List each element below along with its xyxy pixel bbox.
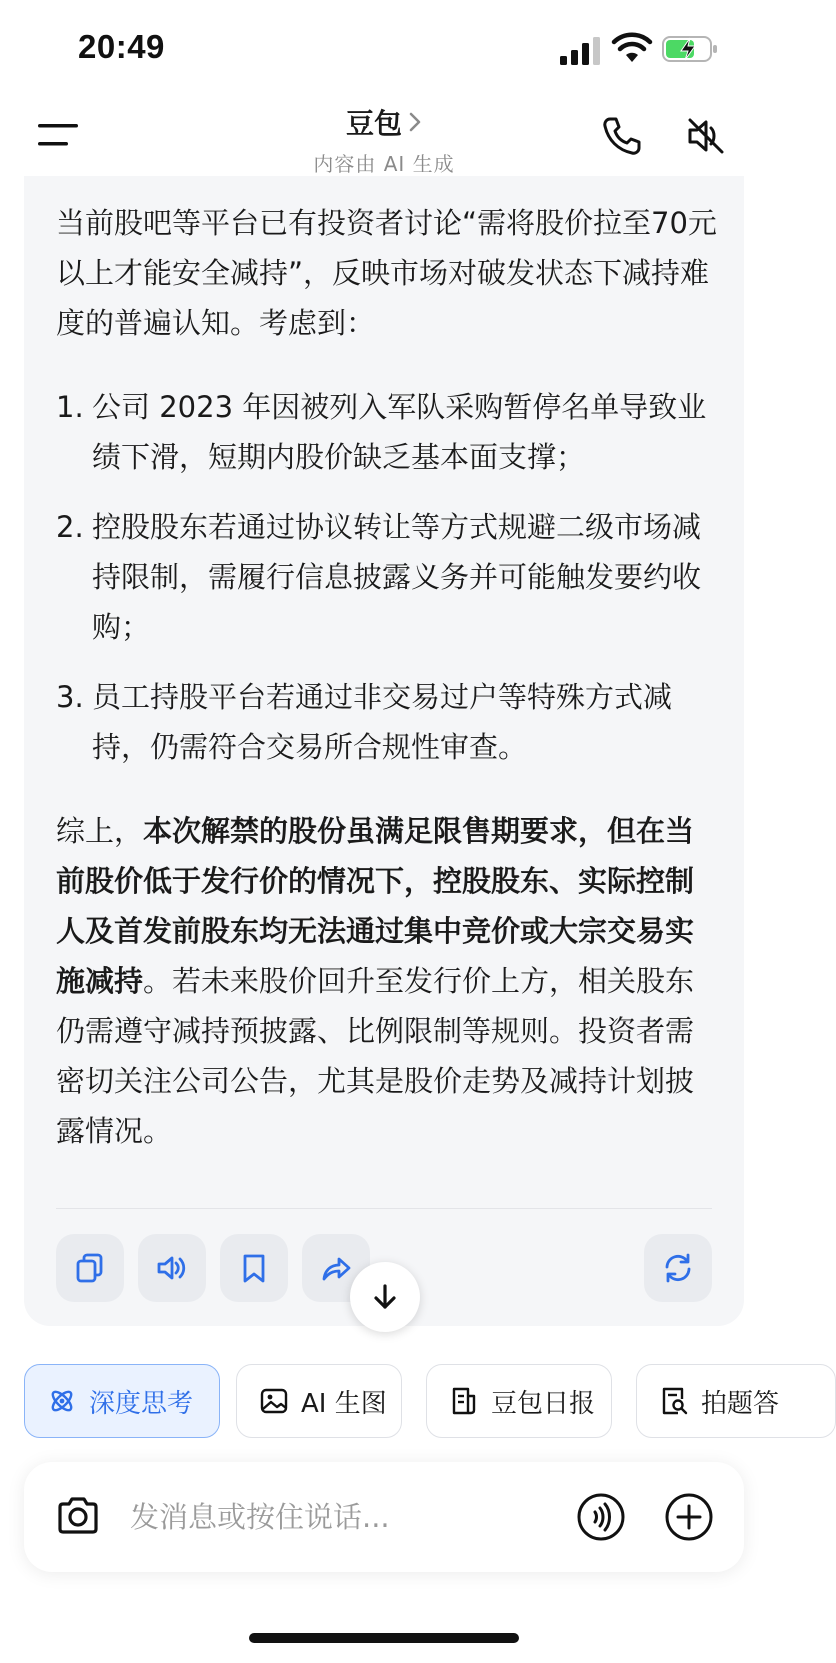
search-doc-icon (659, 1386, 689, 1416)
document-icon (449, 1386, 479, 1416)
cellular-signal-icon (560, 37, 602, 65)
scroll-to-bottom-button[interactable] (350, 1262, 420, 1332)
chip-label: 深度思考 (89, 1388, 194, 1419)
chat-header (0, 96, 768, 176)
regenerate-button[interactable] (644, 1234, 712, 1302)
copy-icon (73, 1251, 107, 1285)
list-item-number: 2. (56, 510, 84, 544)
list-item (56, 672, 720, 772)
chat-title-area[interactable] (284, 102, 484, 177)
chip-label: 拍题答 (701, 1388, 780, 1419)
bookmark-icon (237, 1251, 271, 1285)
message-content (56, 198, 720, 1156)
status-bar (0, 0, 768, 100)
chip-daily-report[interactable] (426, 1364, 612, 1438)
home-indicator[interactable] (249, 1633, 519, 1643)
chevron-right-icon (408, 111, 422, 133)
summary-rest: 。若未来股价回升至发行价上方，相关股东仍需遵守减持预披露、比例限制等规则。投资者需密切关注公司公告，尤其是股价走势及减持计划披露情况。 (56, 964, 695, 1148)
message-summary (56, 806, 720, 1156)
message-list (56, 382, 720, 772)
chip-label: 豆包日报 (491, 1388, 596, 1419)
message-input[interactable] (130, 1492, 530, 1542)
divider (56, 1208, 712, 1209)
status-time: 20:49 (78, 28, 165, 65)
list-item (56, 382, 720, 482)
speaker-icon (155, 1251, 189, 1285)
summary-bold-text: 本次解禁的股份虽满足限售期要求，但在当前股价低于发行价的情况下，控股股东、实际控制人及首发前股东均无法通过集中竞价或大宗交易实施减持 (56, 814, 695, 998)
list-item-number: 1. (56, 390, 84, 424)
read-aloud-button[interactable] (138, 1234, 206, 1302)
camera-icon[interactable] (54, 1492, 102, 1540)
phone-icon[interactable] (600, 114, 644, 158)
regenerate-icon (661, 1251, 695, 1285)
message-input-bar (24, 1462, 744, 1572)
list-item-text: 控股股东若通过协议转让等方式规避二级市场减持限制，需履行信息披露义务并可能触发要约收购； (92, 510, 702, 644)
message-intro: 当前股吧等平台已有投资者讨论“需将股价拉至70元以上才能安全减持”，反映市场对破发状态下减持难度的普遍认知。考虑到： (56, 206, 717, 340)
wifi-icon (612, 34, 652, 64)
plus-icon[interactable] (664, 1492, 714, 1542)
assistant-message-card (24, 176, 744, 1326)
share-icon (319, 1251, 353, 1285)
chat-title[interactable] (346, 102, 422, 142)
bookmark-button[interactable] (220, 1234, 288, 1302)
summary-prefix: 综上， (56, 814, 144, 848)
chip-ai-image[interactable] (236, 1364, 402, 1438)
image-icon (259, 1386, 289, 1416)
voice-call-icon[interactable] (576, 1492, 626, 1542)
menu-icon[interactable] (38, 120, 82, 150)
list-item-text: 员工持股平台若通过非交易过户等特殊方式减持，仍需符合交易所合规性审查。 (92, 680, 673, 764)
ai-generated-notice: 内容由 AI 生成 (313, 152, 455, 176)
quick-action-chips (24, 1364, 780, 1438)
copy-button[interactable] (56, 1234, 124, 1302)
atom-icon (47, 1386, 77, 1416)
speaker-mute-icon[interactable] (684, 114, 728, 158)
list-item-number: 3. (56, 680, 84, 714)
chip-deep-think[interactable] (24, 1364, 220, 1438)
battery-charging-icon (662, 35, 718, 63)
list-item (56, 502, 720, 652)
chat-title-text: 豆包 (345, 107, 402, 140)
chip-label: AI 生图 (301, 1388, 387, 1419)
arrow-down-icon (370, 1282, 400, 1312)
list-item-text: 公司 2023 年因被列入军队采购暂停名单导致业绩下滑，短期内股价缺乏基本面支撑； (92, 390, 707, 474)
chip-photo-answer[interactable] (636, 1364, 836, 1438)
